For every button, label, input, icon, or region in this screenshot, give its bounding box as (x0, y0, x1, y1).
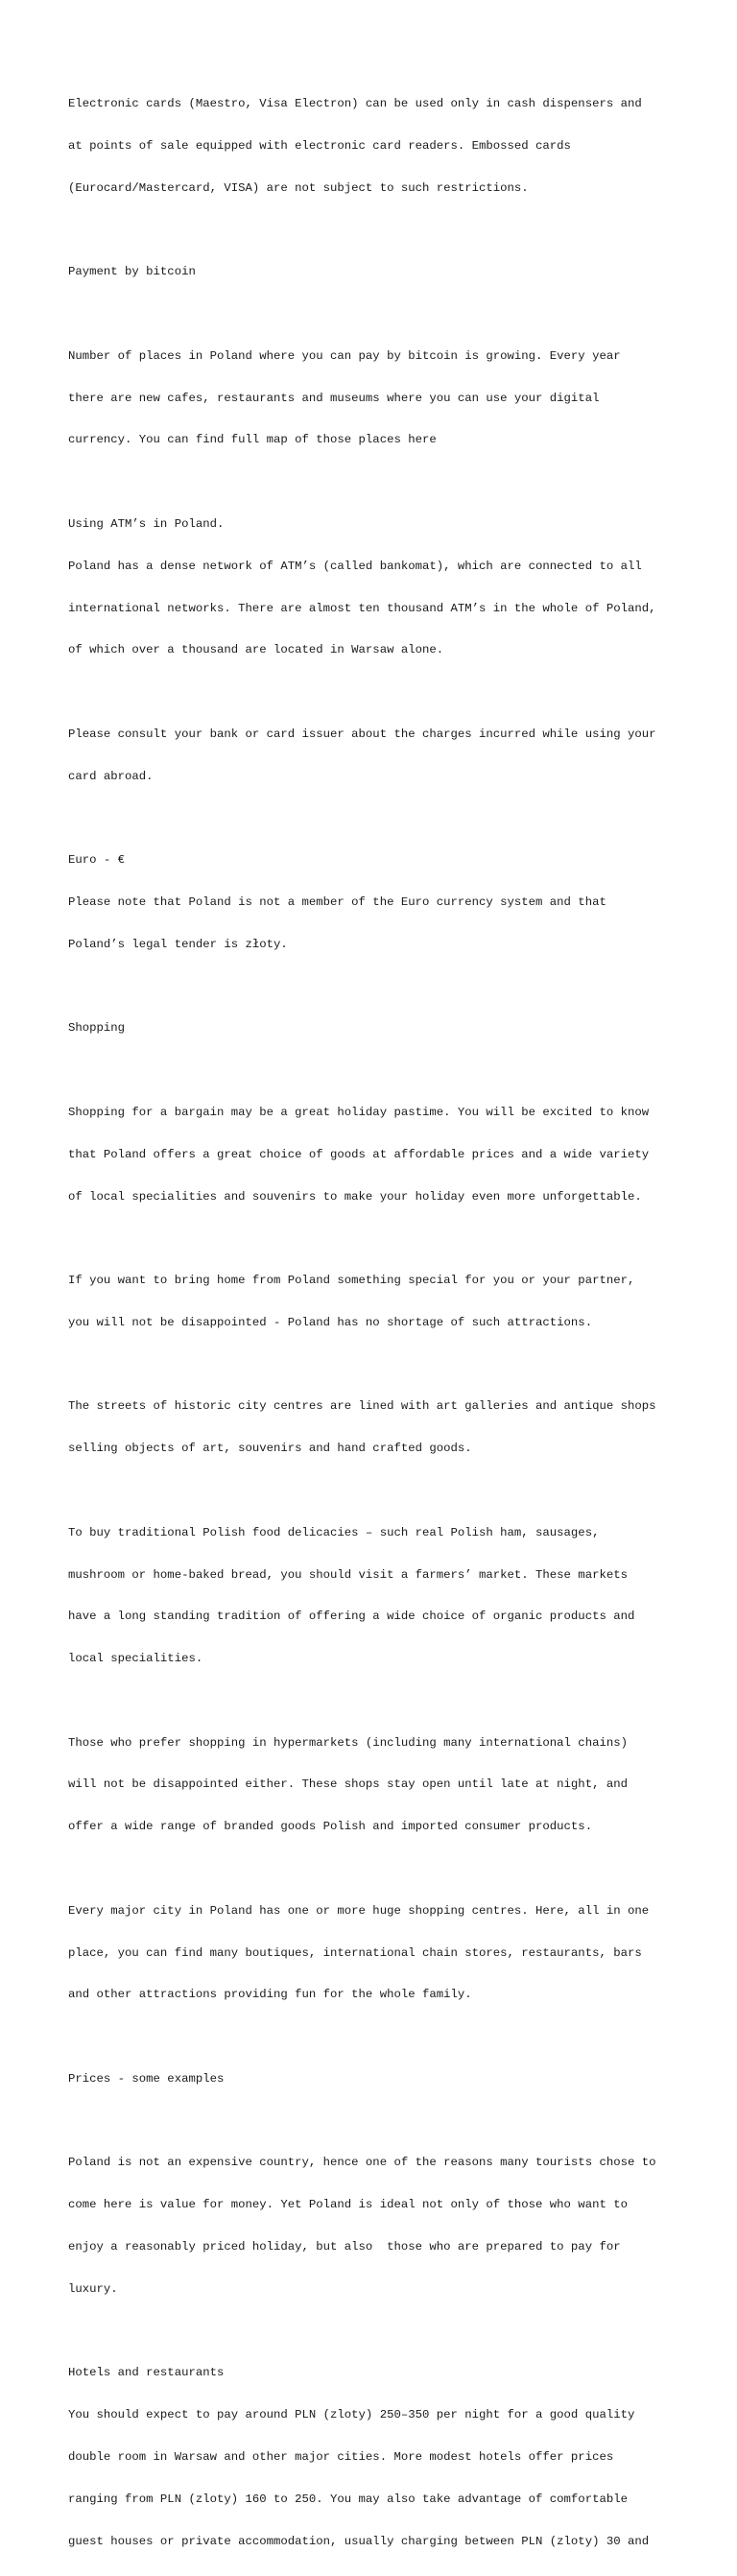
text-line: you will not be disappointed - Poland has no shortage of such attractions. (68, 1315, 593, 1329)
text-line: offer a wide range of branded goods Polish and imported consumer products. (68, 1820, 593, 1834)
text-line: of local specialities and souvenirs to make your holiday even more unforgettable. (68, 1189, 642, 1204)
text-line: Number of places in Poland where you can pay by bitcoin is growing. Every year (68, 348, 621, 363)
text-line: Shopping (68, 1021, 126, 1036)
text-line: Hotels and restaurants (68, 2366, 225, 2380)
paragraph-bargain (68, 1078, 682, 1232)
text-line: If you want to bring home from Poland something special for you or your partner, (68, 1274, 635, 1288)
heading-prices (68, 2044, 682, 2114)
paragraph-shopping-centres (68, 1876, 682, 2031)
paragraph-consult-bank (68, 700, 682, 812)
text-line: of which over a thousand are located in Warsaw alone. (68, 643, 444, 657)
text-line: Every major city in Poland has one or more huge shopping centres. Here, all in one (68, 1903, 650, 1918)
text-line: at points of sale equipped with electronic card readers. Embossed cards (68, 138, 571, 153)
text-line: Payment by bitcoin (68, 265, 196, 279)
text-line: To buy traditional Polish food delicacies – such real Polish ham, sausages, (68, 1525, 600, 1539)
text-line: that Poland offers a great choice of goods at affordable prices and a wide variety (68, 1147, 650, 1161)
text-line: mushroom or home-baked bread, you should visit a farmers’ market. These markets (68, 1567, 628, 1582)
paragraph-bring-home (68, 1246, 682, 1358)
text-line: Please note that Poland is not a member of the Euro currency system and that (68, 895, 606, 910)
text-line: selling objects of art, souvenirs and hand crafted goods. (68, 1442, 472, 1456)
text-line: Shopping for a bargain may be a great holiday pastime. You will be excited to know (68, 1105, 650, 1119)
document-page (68, 69, 682, 2576)
text-line: currency. You can find full map of those places here (68, 433, 437, 447)
text-line: You should expect to pay around PLN (zloty) 250–350 per night for a good quality (68, 2408, 635, 2422)
text-line: and other attractions providing fun for the whole family. (68, 1988, 472, 2002)
text-line: Prices - some examples (68, 2071, 225, 2086)
paragraph-food-delicacies (68, 1498, 682, 1694)
text-line: ranging from PLN (zloty) 160 to 250. You may also take advantage of comfortable (68, 2492, 628, 2506)
heading-payment-by-bitcoin (68, 237, 682, 307)
text-line: Poland is not an expensive country, hence one of the reasons many tourists chose to (68, 2156, 656, 2170)
text-line: (Eurocard/Mastercard, VISA) are not subject to such restrictions. (68, 180, 529, 195)
text-line: The streets of historic city centres are lined with art galleries and antique shops (68, 1399, 656, 1414)
paragraph-hypermarkets (68, 1707, 682, 1862)
text-line: place, you can find many boutiques, international chain stores, restaurants, bars (68, 1945, 642, 1960)
paragraph-atms (68, 489, 682, 685)
paragraph-hotels-restaurants (68, 2338, 682, 2576)
paragraph-euro (68, 825, 682, 980)
text-line: luxury. (68, 2281, 118, 2296)
text-line: come here is value for money. Yet Poland is ideal not only of those who want to (68, 2198, 628, 2212)
paragraph-expensive-country (68, 2128, 682, 2324)
text-line: local specialities. (68, 1652, 203, 1666)
text-line: Using ATM’s in Poland. (68, 517, 225, 531)
text-line: guest houses or private accommodation, usually charging between PLN (zloty) 30 and (68, 2534, 650, 2548)
text-line: Electronic cards (Maestro, Visa Electron) can be used only in cash dispensers and (68, 97, 642, 111)
text-line: there are new cafes, restaurants and museums where you can use your digital (68, 391, 600, 405)
text-line: international networks. There are almost ten thousand ATM’s in the whole of Poland, (68, 601, 656, 615)
text-line: double room in Warsaw and other major cities. More modest hotels offer prices (68, 2449, 614, 2464)
text-line: Euro - € (68, 853, 126, 868)
text-line: Poland has a dense network of ATM’s (called bankomat), which are connected to all (68, 559, 642, 573)
text-line: Those who prefer shopping in hypermarkets (including many international chains) (68, 1735, 628, 1750)
text-line: Please consult your bank or card issuer about the charges incurred while using your (68, 727, 656, 741)
text-line: have a long standing tradition of offering a wide choice of organic products and (68, 1610, 635, 1624)
text-line: card abroad. (68, 769, 154, 783)
text-line: enjoy a reasonably priced holiday, but also those who are prepared to pay for (68, 2240, 621, 2254)
paragraph-electronic-cards (68, 69, 682, 224)
heading-shopping (68, 993, 682, 1063)
text-line: Poland’s legal tender is złoty. (68, 937, 288, 951)
text-line: will not be disappointed either. These shops stay open until late at night, and (68, 1777, 628, 1792)
paragraph-bitcoin (68, 322, 682, 476)
paragraph-historic-streets (68, 1371, 682, 1484)
